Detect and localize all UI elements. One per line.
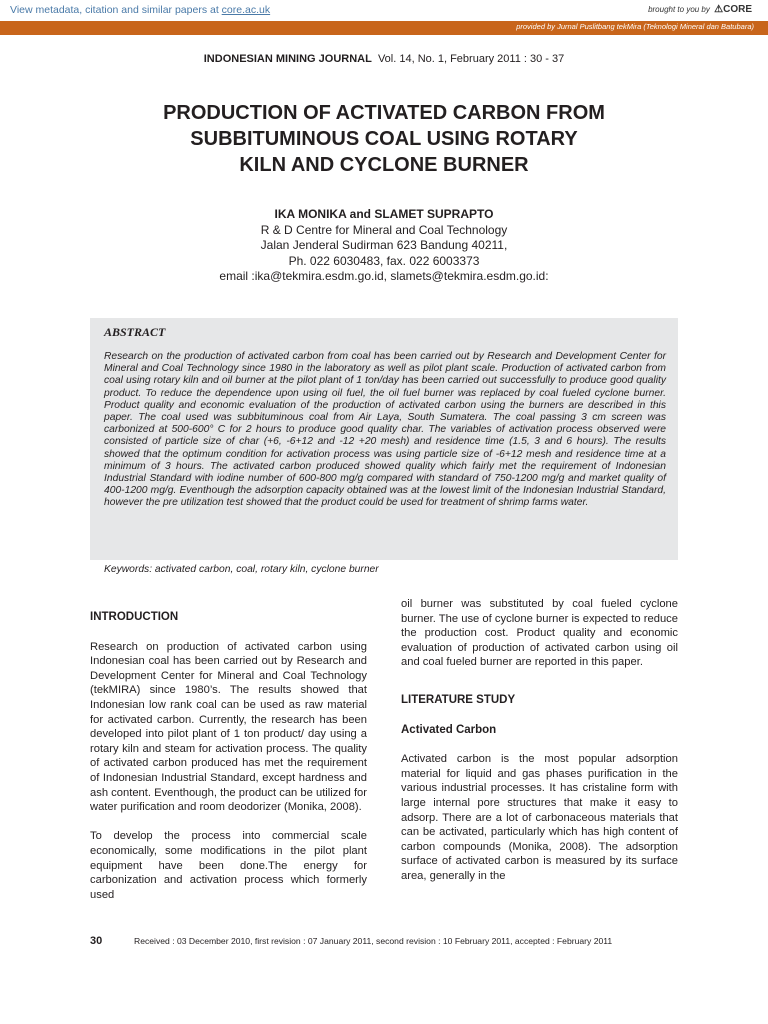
revision-dates: Received : 03 December 2010, first revision : 07 January 2011, second revision : 10 February 2011, accepted : February 2011	[134, 936, 613, 946]
title-line-1: PRODUCTION OF ACTIVATED CARBON FROM	[163, 102, 605, 124]
core-brand[interactable]	[648, 4, 752, 15]
core-brand-label: CORE	[723, 4, 752, 15]
page-number: 30	[90, 935, 103, 947]
author-names: IKA MONIKA and SLAMET SUPRAPTO	[274, 207, 494, 221]
provided-by-text[interactable]: provided by Jurnal Puslitbang tekMira (Teknologi Mineral dan Batubara)	[516, 22, 754, 31]
address: Jalan Jenderal Sudirman 623 Bandung 40211,	[260, 238, 508, 252]
journal-name: INDONESIAN MINING JOURNAL	[203, 53, 372, 65]
right-paragraph-1: oil burner was substituted by coal fueled cyclone burner. The use of cyclone burner is expected to reduce the production cost. Product quality and economic evaluation of production of activated carbon using oil and coal fueled burner are reported in this paper.	[401, 598, 678, 669]
journal-header	[0, 53, 768, 65]
metadata-link-line	[10, 4, 270, 16]
introduction-heading: INTRODUCTION	[90, 611, 179, 623]
journal-issue: Vol. 14, No. 1, February 2011 : 30 - 37	[377, 53, 565, 65]
brought-by-text: brought to you by	[648, 5, 710, 14]
abstract-heading: ABSTRACT	[104, 325, 166, 339]
activated-carbon-subheading: Activated Carbon	[401, 723, 497, 736]
email: email :ika@tekmira.esdm.go.id, slamets@tekmira.esdm.go.id:	[219, 269, 549, 283]
abstract-box	[90, 318, 678, 560]
introduction-paragraph-2: To develop the process into commercial scale economically, some modifications in the pilot plant equipment have been done.The energy for carbonization and activation process which formerly used	[90, 830, 367, 901]
introduction-paragraph-1: Research on production of activated carbon using Indonesian coal has been carried out by Research and Development Center for Mineral and Coal Technology (tekMIRA) since 1980’s. The results showed that Indonesian low rank coal can be used as raw material for activated carbon. Currently, the research has been developed into pilot plant of 1 ton product/ day using a rotary kiln and steam for activation process. The quality of activated carbon produced has met the requirement of Indonesian Industrial Standard, except hardness and ash content. Eventhough, the product can be utilized for water purification and room deodorizer (Monika, 2008).	[90, 640, 367, 814]
metadata-text: View metadata, citation and similar papers at	[10, 4, 222, 16]
left-column	[90, 610, 367, 917]
right-paragraph-2: Activated carbon is the most popular adsorption material for liquid and gas phases purification in the various industrial processes. It has cristaline form with large internal pore structures that make it easy to adsorp. There are a lot of carbonaceous materials that can be activated, particularly which has high content of carbon compounds (Monika, 2008). The adsorption surface of activated carbon is measured by its surface area, generally in the	[401, 753, 678, 882]
title-line-2: SUBBITUMINOUS COAL USING ROTARY	[190, 128, 578, 150]
affiliation: R & D Centre for Mineral and Coal Technology	[260, 222, 508, 237]
abstract-text: Research on the production of activated carbon from coal has been carried out by Research and Development Center for Mineral and Coal Technology since 1980 in the laboratory as well as pilot plant scale. Production of activated carbon from coal using rotary kiln and oil burner at the pilot plant of 1 ton/day has been carried out successfully to produce good quality product. To reduce the dependence upon using oil fuel, the oil fuel burner was replaced by coal fueled cyclone burner. Product quality and economic evaluation of the production of activated carbon using the burners are described in this paper. The coal used was subbituminous coal from Air Laya, South Sumatera. The coal passing 3 cm screen was carbonized at 500-600° C for 2 hours to produce good quality char. The variables of activation process observed were consisted of particle size of char (+6, -6+12 and -12 +20 mesh) and residence time (1.5, 3 and 6 hours). The results showed that the optimum condition for activation process was using particle size of -6+12 mesh and residence time at a minimum of 3 hours. The activated carbon produced showed quality which fairly met the requirement of Indonesian Industrial Standard with iodine number of 600-800 mg/g compared with standard of 750-1200 mg/g and market quality of 400-1200 mg/g. Eventhough the adsorption capacity obtained was at the lowest limit of the Indonesian Industrial Standard, however the pre utilization test showed that the product could be used for treatment of shrimp farms water.	[104, 351, 666, 509]
core-banner	[0, 0, 768, 22]
paper-title	[90, 100, 678, 178]
core-logo: ⚠​CORE	[714, 4, 752, 15]
phone: Ph. 022 6030483, fax. 022 6003373	[288, 253, 480, 268]
title-line-3: KILN AND CYCLONE BURNER	[239, 154, 529, 176]
literature-study-heading: LITERATURE STUDY	[401, 693, 516, 706]
keywords: Keywords: activated carbon, coal, rotary kiln, cyclone burner	[104, 564, 379, 575]
right-column	[401, 597, 678, 898]
author-block	[0, 207, 768, 285]
core-link[interactable]: core.ac.uk	[221, 4, 271, 16]
